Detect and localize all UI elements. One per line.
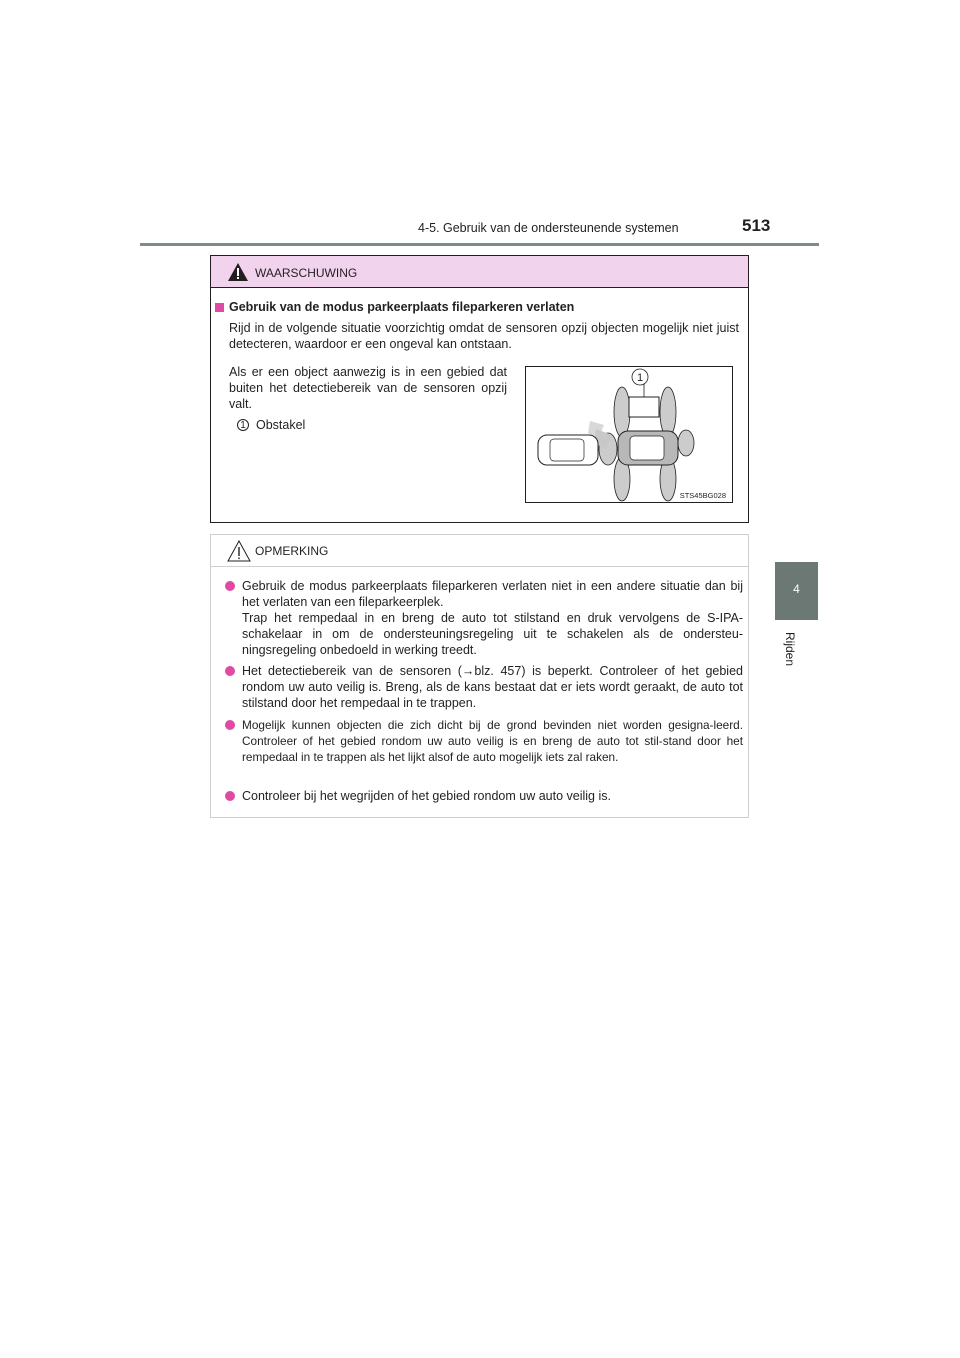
note-text: Het detectiebereik van de sensoren (→blz. 457) is beperkt. Controleer of het gebied rondom uw auto veilig is. Breng, als de kans bestaat dat er iets wordt geraakt, de auto tot stilstand door het rempedaal in te trappen. bbox=[242, 664, 743, 710]
bullet-dot-icon bbox=[225, 666, 235, 676]
legend-number: 1 bbox=[237, 419, 249, 431]
note-title: OPMERKING bbox=[255, 544, 329, 558]
section-heading: 4-5. Gebruik van de ondersteunende systemen bbox=[418, 221, 679, 235]
figure-legend bbox=[237, 418, 305, 432]
note-bullet bbox=[225, 788, 743, 804]
warning-title: WAARSCHUWING bbox=[255, 266, 358, 280]
page-number: 513 bbox=[742, 216, 771, 235]
figure-callout: 1 bbox=[636, 372, 644, 384]
bullet-dot-icon bbox=[225, 581, 235, 591]
note-header bbox=[211, 535, 748, 567]
note-text: Trap het rempedaal in en breng de auto tot stilstand en druk vervolgens de S-IPA-schakelaar in om de ondersteuningsregeling uit te schakelen als de ondersteu-ningsregeling onbedoeld in werking treedt. bbox=[242, 611, 743, 657]
note-bullet bbox=[225, 578, 743, 658]
figure-code: STS45BG028 bbox=[679, 491, 726, 500]
header-divider bbox=[140, 243, 819, 246]
parking-illustration bbox=[525, 366, 733, 503]
note-bullet bbox=[225, 663, 743, 711]
warning-header bbox=[211, 256, 748, 288]
square-bullet-icon bbox=[215, 303, 224, 312]
note-box bbox=[210, 534, 749, 818]
warning-situation: Als er een object aanwezig is in een gebied dat buiten het detectiebereik van de sensoren opzij valt. bbox=[229, 365, 507, 411]
bullet-dot-icon bbox=[225, 791, 235, 801]
warning-triangle-icon bbox=[227, 262, 249, 282]
chapter-label: Rijden bbox=[783, 632, 797, 667]
warning-section-title: Gebruik van de modus parkeerplaats fileparkeren verlaten bbox=[229, 300, 575, 314]
note-text: Mogelijk kunnen objecten die zich dicht bij de grond bevinden niet worden gesigna-leerd. Controleer of het gebied rondom uw auto veilig is en breng de auto tot stil-stand door het rempedaal in te trappen als het lijkt alsof de auto mogelijk iets zal raken. bbox=[242, 718, 743, 764]
note-bullet bbox=[225, 717, 743, 765]
note-text: Gebruik de modus parkeerplaats fileparkeren verlaten niet in een andere situatie dan bij het verlaten van een fileparkeerplek. bbox=[242, 579, 743, 609]
parking-diagram bbox=[526, 367, 732, 502]
caution-triangle-icon bbox=[227, 540, 251, 562]
legend-label: Obstakel bbox=[256, 418, 306, 432]
warning-box bbox=[210, 255, 749, 523]
bullet-dot-icon bbox=[225, 720, 235, 730]
chapter-number: 4 bbox=[793, 582, 800, 596]
note-text: Controleer bij het wegrijden of het gebied rondom uw auto veilig is. bbox=[242, 789, 611, 803]
chapter-tab bbox=[775, 562, 818, 620]
warning-intro: Rijd in de volgende situatie voorzichtig omdat de sensoren opzij objecten mogelijk niet juist detecteren, waardoor er een ongeval kan ontstaan. bbox=[229, 321, 739, 351]
